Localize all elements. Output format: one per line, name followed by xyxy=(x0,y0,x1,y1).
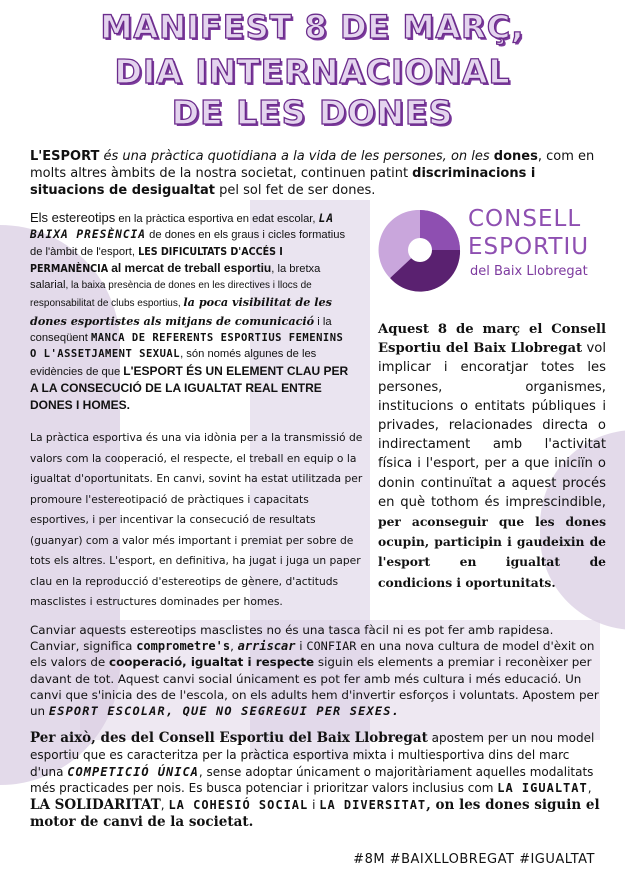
p1-text-2: de dones en els graus i cicles formatius de l'àmbit de l'esport, xyxy=(30,229,346,258)
p3-confiar: CONFIAR xyxy=(306,639,357,654)
p1-mercat: al mercat de treball esportiu xyxy=(111,260,272,275)
intro-paragraph xyxy=(30,148,600,199)
p4-comma-1: , xyxy=(587,781,592,796)
p3-text-2: en una nova cultura de model d'èxit on els valors de xyxy=(30,639,595,670)
p4-cohesio: LA COHESIÓ SOCIAL xyxy=(168,798,309,813)
p4-diversitat: LA DIVERSITAT xyxy=(319,798,427,813)
p4-i: i xyxy=(308,798,320,813)
p1-text-5: , són només algunes de les evidències de que xyxy=(30,348,317,378)
intro-dones: dones xyxy=(493,149,538,164)
title-line-3: DE LES DONES xyxy=(171,93,454,132)
p4-end: , on les dones siguin el motor de canvi de la societat. xyxy=(30,797,600,830)
intro-esport: L'ESPORT xyxy=(30,149,100,164)
logo-text-esportiu: ESPORTIU xyxy=(468,234,590,260)
hashtags: #8M #BAIXLLOBREGAT #IGUALTAT xyxy=(353,852,595,867)
p3-i: i xyxy=(295,639,307,654)
title-line-1: MANIFEST 8 DE MARÇ, xyxy=(100,8,525,46)
p1-estereotips: Els estereotips xyxy=(30,210,116,225)
logo-circle-icon xyxy=(378,208,462,292)
p4-competicio-unica: COMPETICIÓ ÚNICA xyxy=(67,764,199,779)
intro-discriminacions: discriminacions i situacions de desigualtat xyxy=(30,166,536,198)
paragraph-estereotips xyxy=(30,210,355,415)
p4-lead: Per això, des del Consell Esportiu del Baix Llobregat xyxy=(30,730,428,746)
paragraph-canviar-estereotips xyxy=(30,622,600,719)
p1-baixa-presencia: LA BAIXA PRESÈNCIA xyxy=(30,212,335,242)
p1-text-3: , la baixa presència de dones en les directives i llocs de responsabilitat de clubs esportius, xyxy=(30,280,312,310)
p3-arriscar: arriscar xyxy=(237,639,296,654)
p4-igualtat: LA IGUALTAT xyxy=(497,781,588,796)
intro-text-1: és una pràctica quotidiana a la vida de les persones, on les xyxy=(99,149,494,164)
paragraph-per-aixo xyxy=(30,730,600,831)
p3-text-3: siguin els elements a premiar i reconèixer per davant de tot. Aquest canvi social únicament es pot fer amb més cultura i més educació. Un canvi que s'inicia des de l'escola, on els adults hem d'invertir esforços i voluntats. Apostem per un xyxy=(30,655,599,719)
intro-text-2: , com en molts altres àmbits de la nostra societat, continuen patint xyxy=(30,149,595,181)
p3-text-1: Canviar aquests estereotips masclistes no és una tasca fàcil ni es pot fer amb rapidesa. Canviar, significa xyxy=(30,623,554,654)
p1-bretxa: , la bretxa salarial xyxy=(30,262,321,292)
right-end: per aconseguir que les dones ocupin, participin i gaudeixin de l'esport en igualtat de condicions i oportunitats. xyxy=(378,514,606,590)
p1-visibilitat: la poca visibilitat de les dones esportistes als mitjans de comunicació xyxy=(30,295,332,328)
p1-text-1: en la pràctica esportiva en edat escolar, xyxy=(115,213,319,225)
right-lead: Aquest 8 de març el Consell Esportiu del Baix Llobregat xyxy=(378,322,606,357)
p3-esport-escolar: ESPORT ESCOLAR, QUE NO SEGREGUI PER SEXES. xyxy=(48,704,400,719)
p4-text-2: , sense adoptar únicament o majoritàriament aquelles modalitats més practicades per nois. Es busca potenciar i prioritzar valors inclusius com xyxy=(30,764,594,796)
title-line-2: DIA INTERNACIONAL xyxy=(114,52,511,91)
logo-text-baix-llobregat: del Baix Llobregat xyxy=(470,264,588,279)
p3-comprometre: comprometre's xyxy=(136,639,231,654)
p4-text-1: apostem per un nou model esportiu que es caracteritza per la pràctica esportiva mixta i multiesportiva dins del marc d'una xyxy=(30,731,595,779)
p3-comma: , xyxy=(230,639,238,654)
paragraph-consell-crida xyxy=(378,320,606,593)
logo-text-consell: CONSELL xyxy=(468,206,582,232)
p4-comma-2: , xyxy=(160,798,169,813)
p1-text-4: i la conseqüent xyxy=(30,315,332,345)
p1-dificultats: LES DIFICULTATS D'ACCÉS I PERMANÈNCIA xyxy=(30,245,283,275)
p1-element-clau: L'ESPORT ÉS UN ELEMENT CLAU PER A LA CONSECUCIÓ DE LA IGUALTAT REAL ENTRE DONES I HOMES. xyxy=(30,363,349,413)
intro-text-3: pel sol fet de ser dones. xyxy=(215,183,376,198)
right-body: vol implicar i encoratjar totes les persones, organismes, institucions o entitats públiques i privades, relacionades directa o indirectament amb l'activitat física i l'esport, per a que iniciïn o donin continuïtat a aquest procés en què tothom és imprescindible, xyxy=(378,341,606,510)
p4-solidaritat: LA SOLIDARITAT xyxy=(30,797,161,814)
paragraph-practica-esportiva: La pràctica esportiva és una via idònia per a la transmissió de valors com la cooperació, el respecte, el treball en equip o la igualtat d'oportunitats. En canvi, sovint ha estat utilitzada per promoure l'estereotipació de pràctiques i capacitats esportives, i per incentivar la consecució de resultats (guanyar) com a valor més important i premiat per sobre de tots els altres. L'esport, en definitiva, ha jugat i juga un paper clau en la reproducció d'estereotips de gènere, d'actituds masclistes i estructures dominades per homes. xyxy=(30,431,363,608)
consell-esportiu-logo xyxy=(378,200,603,310)
p3-valors: cooperació, igualtat i respecte xyxy=(109,655,315,670)
p1-manca-referents: MANCA DE REFERENTS ESPORTIUS FEMENINS O L'ASSETJAMENT SEXUAL xyxy=(30,332,344,361)
